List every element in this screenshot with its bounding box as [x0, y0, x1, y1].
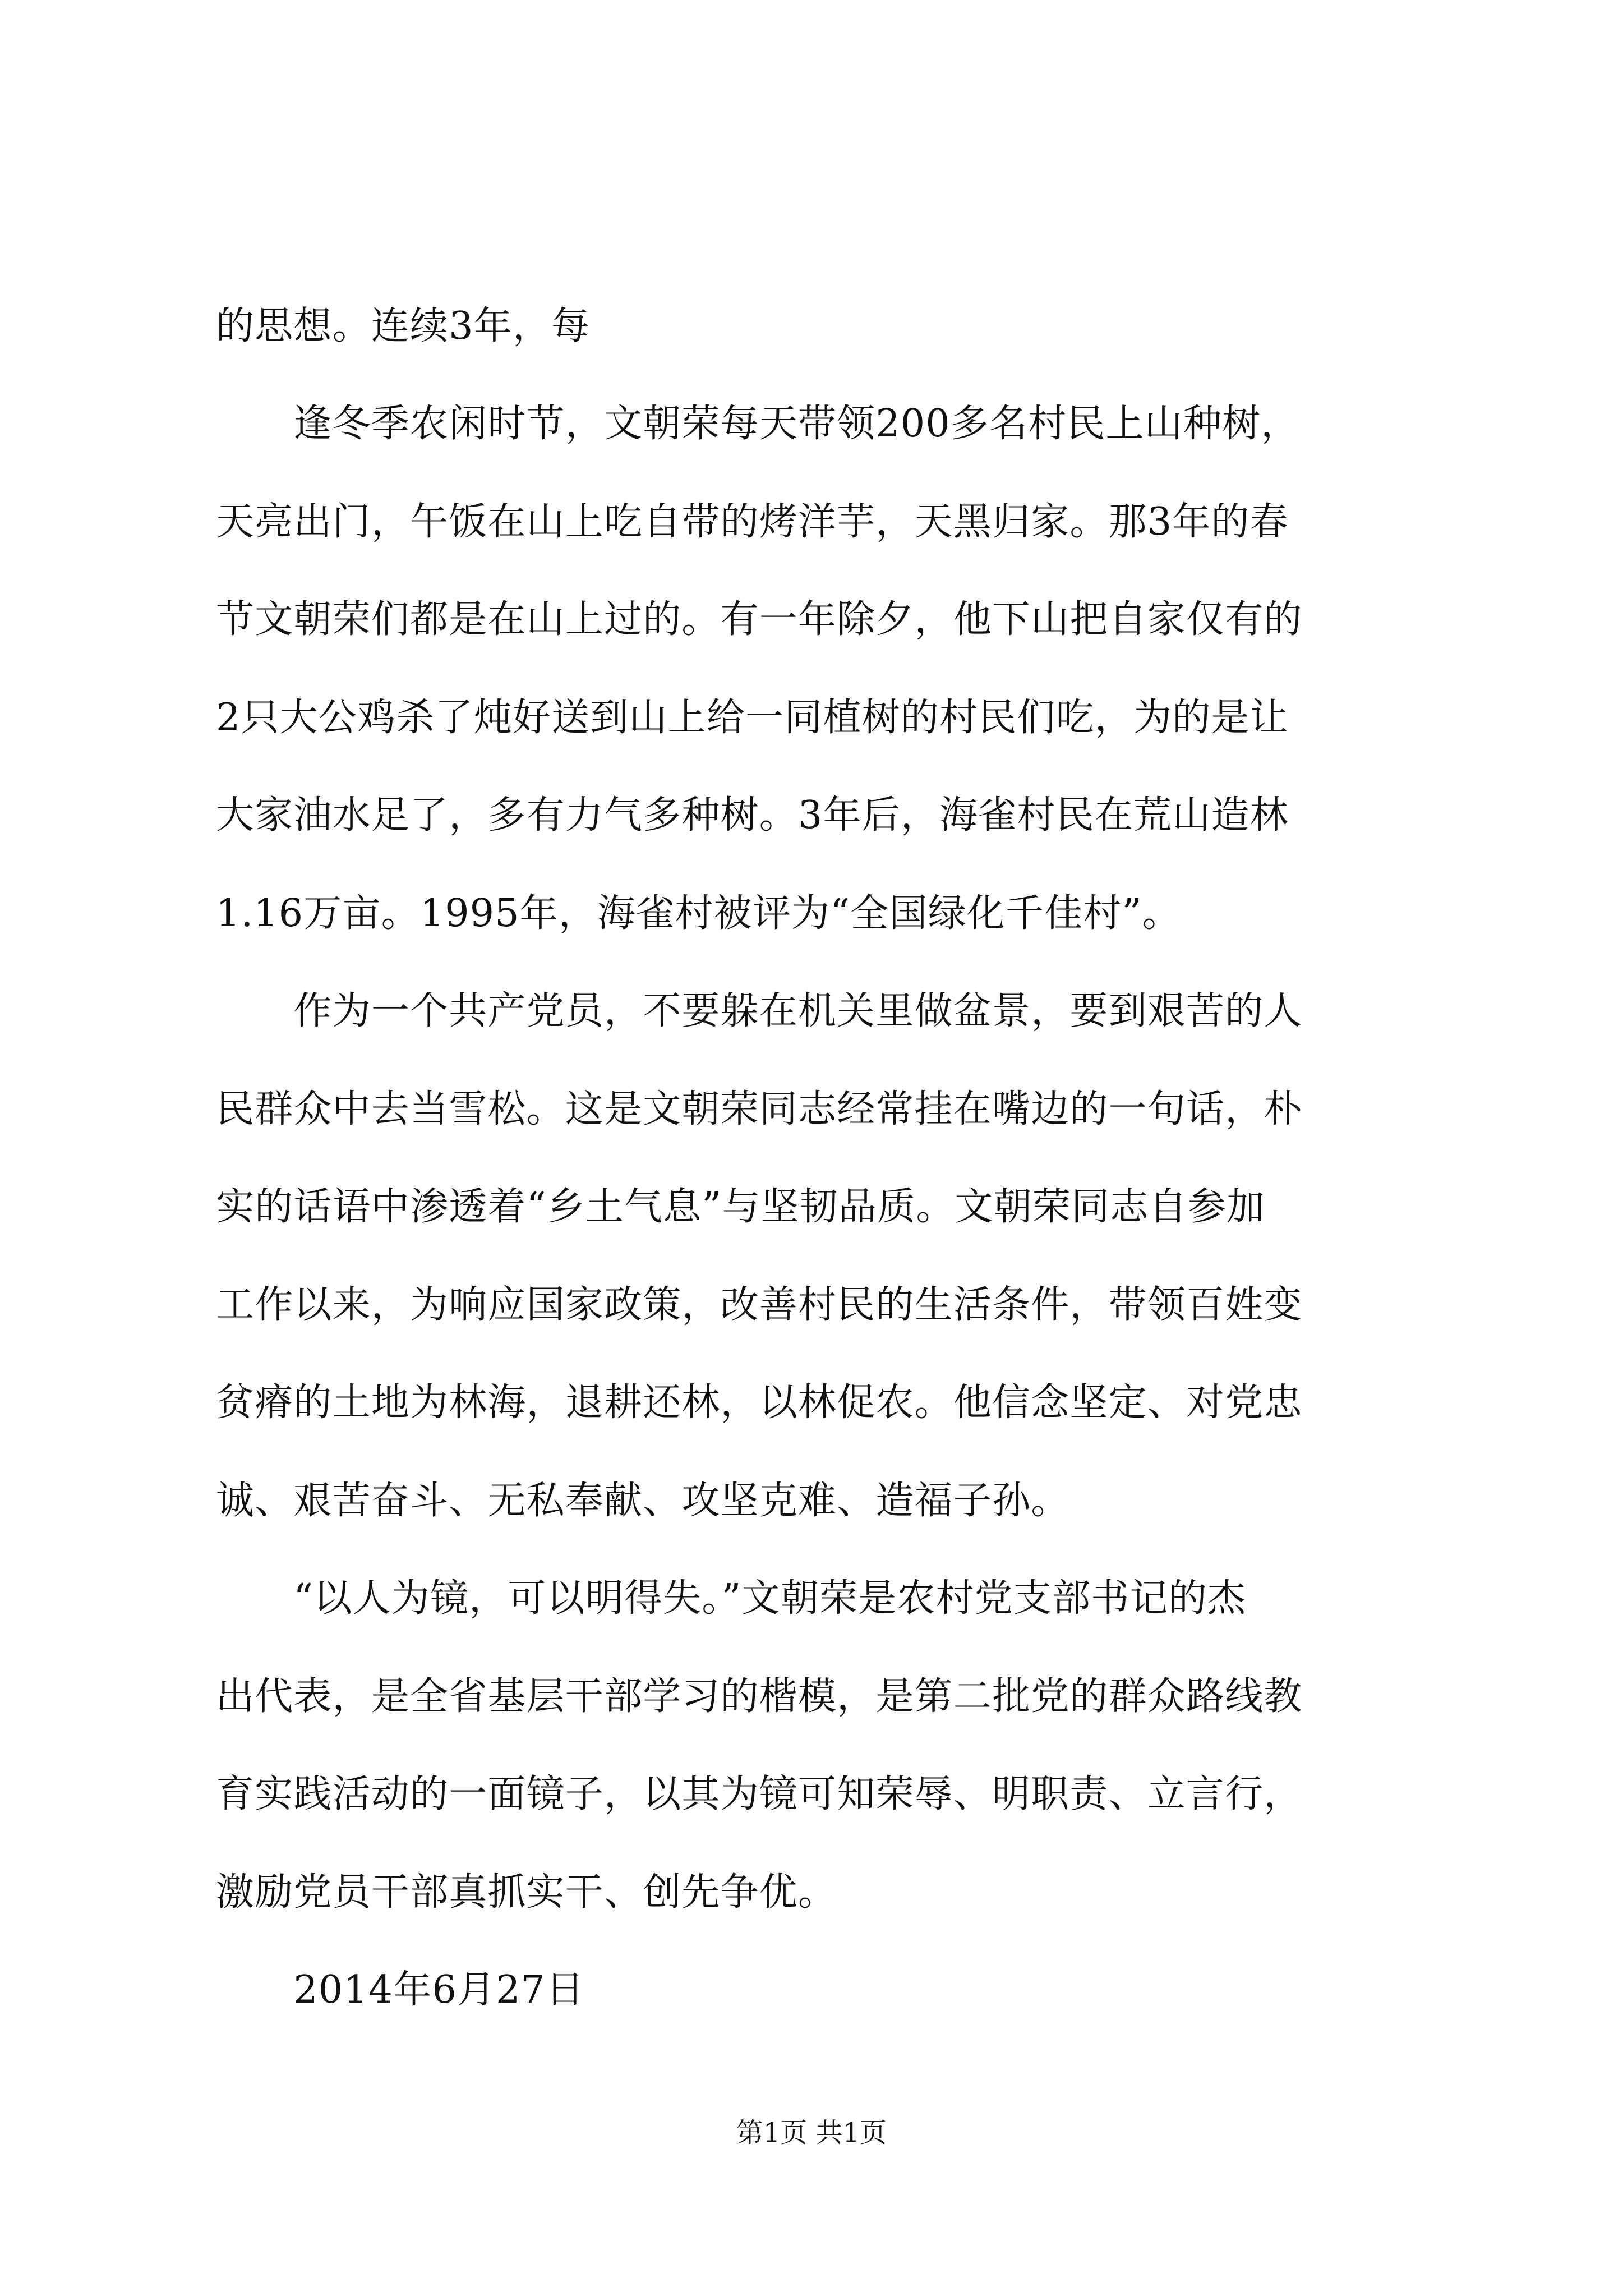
- body-text-line: 育实践活动的一面镜子，以其为镜可知荣辱、明职责、立言行，: [216, 1772, 1303, 1816]
- body-text-line: 贫瘠的土地为林海，退耕还林，以林促农。他信念坚定、对党忠: [216, 1381, 1303, 1425]
- body-text-line: 民群众中去当雪松。这是文朝荣同志经常挂在嘴边的一句话，朴: [216, 1087, 1303, 1131]
- body-text-line: 诚、艰苦奋斗、无私奉献、攻坚克难、造福子孙。: [216, 1479, 1070, 1523]
- body-text-line: 大家油水足了，多有力气多种树。3年后，海雀村民在荒山造林: [216, 793, 1289, 838]
- body-text-line: 激励党员干部真抓实干、创先争优。: [216, 1870, 837, 1915]
- body-text-line: 天亮出门，午饭在山上吃自带的烤洋芋，天黑归家。那3年的春: [216, 500, 1289, 544]
- body-text-line: 逢冬季农闲时节，文朝荣每天带领200多名村民上山种树，: [216, 402, 1300, 446]
- body-text-line: 节文朝荣们都是在山上过的。有一年除夕，他下山把自家仅有的: [216, 597, 1303, 642]
- page-number-footer: 第1页 共1页: [736, 2117, 887, 2148]
- body-text-line: 1.16万亩。1995年，海雀村被评为“全国绿化千佳村”。: [216, 891, 1181, 936]
- body-text-line: 2只大公鸡杀了炖好送到山上给一同植树的村民们吃，为的是让: [216, 696, 1289, 740]
- body-text-line: 工作以来，为响应国家政策，改善村民的生活条件，带领百姓变: [216, 1283, 1303, 1327]
- body-text-line: 实的话语中渗透着“乡土气息”与坚韧品质。文朝荣同志自参加: [216, 1185, 1266, 1229]
- body-text-line: 的思想。连续3年，每: [216, 304, 591, 348]
- body-text-line: 出代表，是全省基层干部学习的楷模，是第二批党的群众路线教: [216, 1674, 1303, 1719]
- body-text-line: “以人为镜，可以明得失。”文朝荣是农村党支部书记的杰: [216, 1576, 1247, 1621]
- body-text-line: 作为一个共产党员，不要躲在机关里做盆景，要到艰苦的人: [216, 989, 1303, 1033]
- date-line: 2014年6月27日: [216, 1968, 585, 2012]
